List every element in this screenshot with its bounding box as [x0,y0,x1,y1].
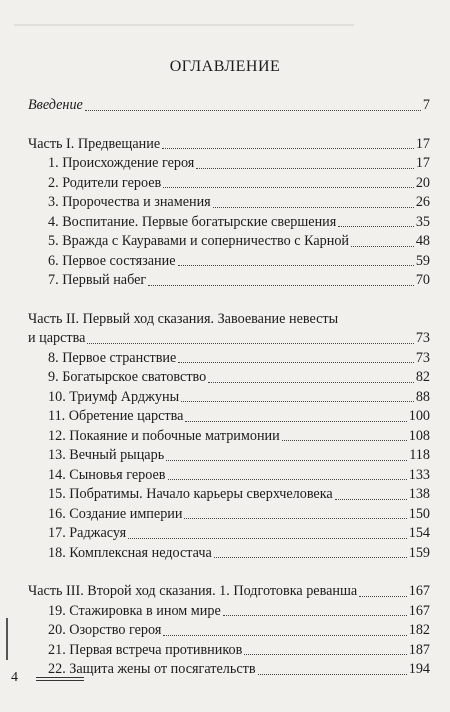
footer-rule [36,680,84,681]
toc-entry: 10. Триумф Арджуны 88 [48,388,430,405]
toc-entry: 16. Создание империи 150 [48,505,430,522]
toc-entry: 9. Богатырское сватовство 82 [48,369,430,385]
toc-entry: 13. Вечный рыцарь 118 [48,447,430,463]
toc-entry: 11. Обретение царства 100 [48,408,430,424]
dot-leader [87,343,413,344]
toc-entry-title: Введение [28,97,83,113]
toc-entry-title: Часть I. Предвещание [28,135,161,152]
toc-entry-page: 17 [415,135,430,152]
toc-entry: 19. Стажировка в ином мире 167 [48,602,430,619]
toc-entry: 4. Воспитание. Первые богатырские свершения 35 [48,213,430,230]
toc-entry: 7. Первый набег 70 [48,272,430,288]
table-of-contents [28,96,430,680]
toc-entry: 8. Первое странствие 73 [48,349,430,366]
toc-entry-page: 167 [408,583,430,599]
toc-entry-page: 73 [415,330,430,346]
toc-entry: 5. Вражда с Кауравами и соперничество с Карной 48 [48,233,430,249]
toc-entry-page: 7 [422,97,430,113]
toc-part-2 [28,329,430,349]
footer-rule [36,677,84,678]
toc-entry: 12. Покаяние и побочные матримонии 108 [48,427,430,444]
toc-part-1 [28,135,430,155]
dot-leader [162,148,414,149]
toc-part-2-line1 [28,310,430,330]
toc-entry: 15. Побратимы. Начало карьеры сверхчеловека 138 [48,486,430,502]
bleed-through-shadow [14,24,354,52]
dot-leader [85,110,421,111]
page-title: ОГЛАВЛЕНИЕ [169,58,281,75]
toc-entry: 3. Пророчества и знамения 26 [48,194,430,210]
dot-leader [359,596,406,597]
toc-entry: 14. Сыновья героев 133 [48,466,430,483]
toc-entry: 1. Происхождение героя 17 [48,155,430,171]
toc-entry: 20. Озорство героя 182 [48,622,430,638]
toc-entry: 17. Раджасуя 154 [48,525,430,541]
toc-entry: 2. Родители героев 20 [48,174,430,191]
page-number: 4 [11,670,18,685]
toc-entry-title: и царства [28,330,86,346]
toc-part-3 [28,582,430,602]
toc-entry-title: Часть II. Первый ход сказания. Завоевание невесты [28,310,339,327]
toc-entry: 21. Первая встреча противников 187 [48,641,430,658]
toc-entry: 6. Первое состязание 59 [48,252,430,269]
toc-entry-intro [28,96,430,116]
toc-entry: 22. Защита жены от посягательств 194 [48,661,430,677]
toc-entry-title: Часть III. Второй ход сказания. 1. Подготовка реванша [28,583,358,599]
margin-mark [6,618,8,660]
toc-entry: 18. Комплексная недостача 159 [48,544,430,561]
